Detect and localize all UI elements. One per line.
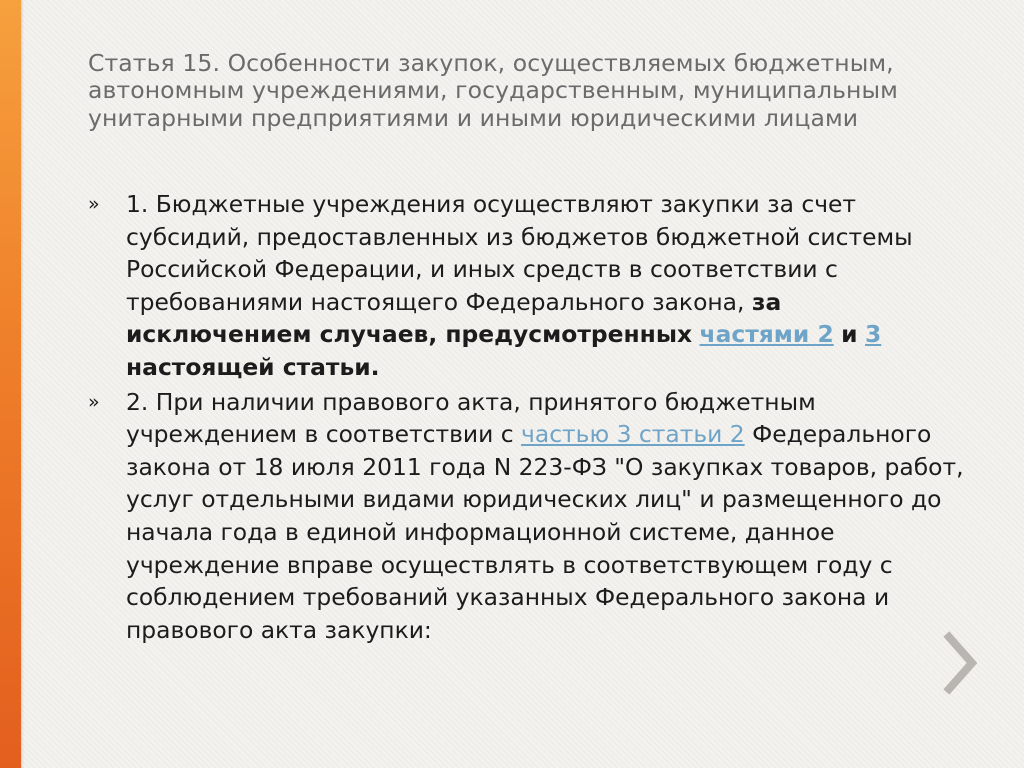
chevron-right-icon (936, 630, 986, 696)
item-1-conjunction: и (841, 320, 858, 349)
item-1-bold-text: за исключением случаев, предусмотренных (126, 287, 782, 349)
next-slide-button[interactable] (936, 630, 986, 696)
slide-title: Статья 15. Особенности закупок, осуществляемых бюджетным, автономным учреждениями, государственным, муниципальным унитарными предприятиями и иными юридическими лицами (88, 49, 898, 132)
content-list (88, 188, 968, 648)
item-1-bold-ending: настоящей статьи. (126, 352, 380, 381)
accent-bar (0, 0, 21, 768)
list-item (88, 386, 968, 647)
link-parts-2[interactable]: частями 2 (699, 320, 834, 349)
link-article-2-part-3[interactable]: частью 3 статьи 2 (521, 420, 745, 449)
item-2-text: 2. При наличии правового акта, принятого бюджетным учреждением в соответствии с (126, 387, 816, 449)
bullet-glyph: » (88, 390, 100, 413)
list-item (88, 188, 968, 384)
bullet-glyph: » (88, 193, 100, 215)
item-1-text: 1. Бюджетные учреждения осуществляют закупки за счет субсидий, предоставленных из бюджетов бюджетной системы Российской Федерации, и иных средств в соответствии с требованиями настоящего Федерального закона, (126, 190, 913, 316)
item-2-text-continued: Федерального закона от 18 июля 2011 года N 223-ФЗ "О закупках товаров, работ, услуг отдельными видами юридических лиц" и размещенного до начала года в единой информационной системе, данное учреждение вправе осуществлять в соответствующем году с соблюдением требований указанных Федерального закона и правового акта закупки: (126, 420, 964, 644)
link-part-3[interactable]: 3 (865, 320, 882, 349)
